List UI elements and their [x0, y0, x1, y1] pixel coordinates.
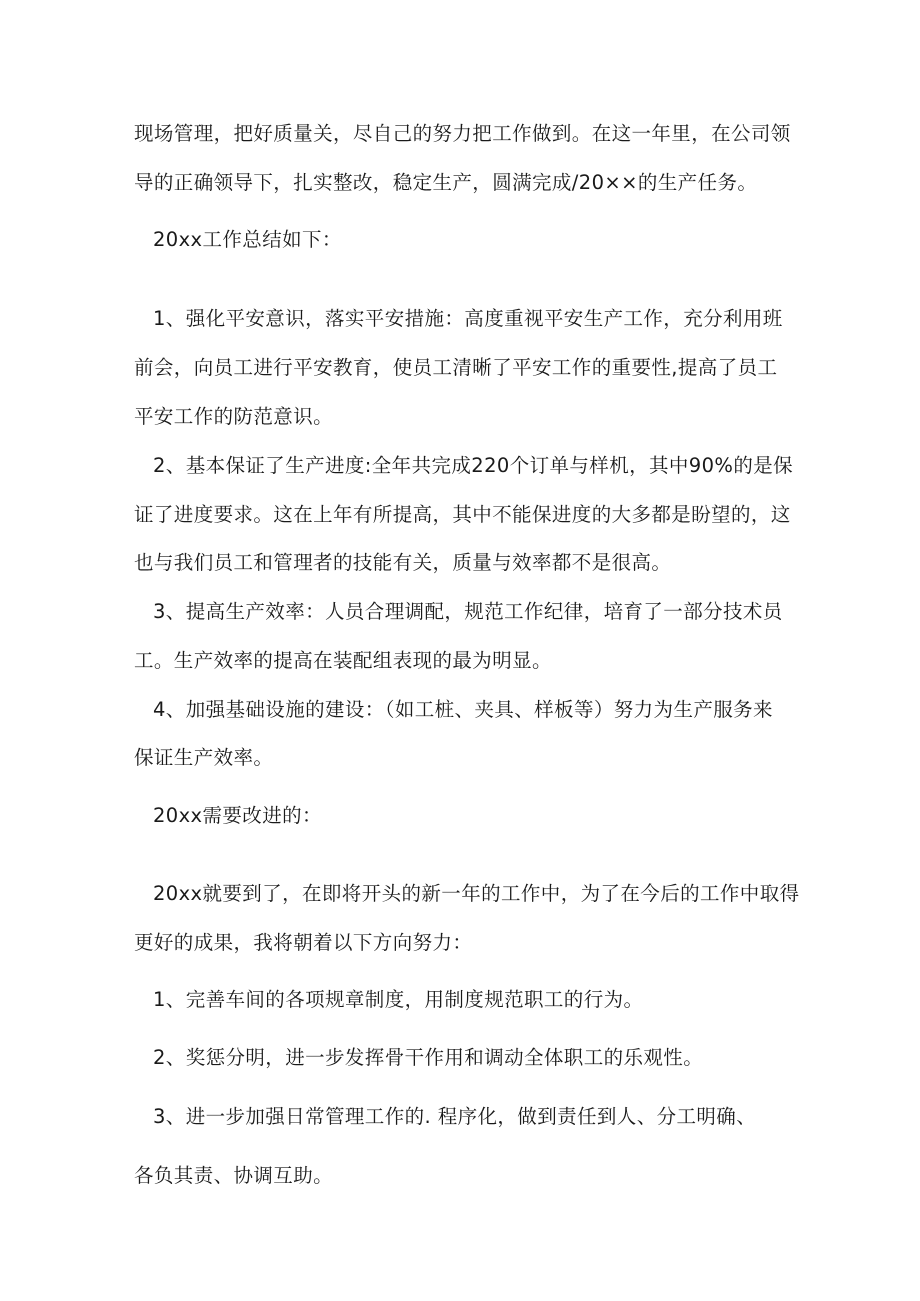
item-3-line-2: 工。生产效率的提高在装配组表现的最为明显。: [134, 649, 552, 672]
item-1-line-3: 平安工作的防范意识。: [134, 405, 334, 428]
plan-item-3-line-2: 各负其责、协调互助。: [134, 1164, 334, 1187]
item-2-line-2: 证了进度要求。这在上年有所提高，其中不能保进度的大多都是盼望的，这: [134, 503, 791, 526]
body-line-1: 现场管理，把好质量关，尽自己的努力把工作做到。在这一年里，在公司领: [134, 122, 791, 145]
plan-item-2: 2、奖惩分明，进一步发挥骨干作用和调动全体职工的乐观性。: [153, 1046, 704, 1069]
plan-line-1: 20xx就要到了，在即将开头的新一年的工作中，为了在今后的工作中取得: [153, 882, 800, 905]
item-4-line-1: 4、加强基础设施的建设：（如工桩、夹具、样板等）努力为生产服务来: [153, 698, 773, 721]
item-1-line-2: 前会，向员工进行平安教育，使员工清晰了平安工作的重要性,提高了员工: [134, 356, 778, 379]
item-4-line-2: 保证生产效率。: [134, 746, 274, 769]
body-line-2: 导的正确领导下，扎实整改，稳定生产，圆满完成/20××的生产任务。: [134, 171, 758, 194]
summary-heading: 20xx工作总结如下：: [153, 228, 342, 251]
item-2-line-1: 2、基本保证了生产进度:全年共完成220个订单与样机，其中90%的是保: [153, 454, 794, 477]
item-3-line-1: 3、提高生产效率：人员合理调配，规范工作纪律，培育了一部分技术员: [153, 600, 783, 623]
item-2-line-3: 也与我们员工和管理者的技能有关，质量与效率都不是很高。: [134, 551, 672, 574]
plan-item-1: 1、完善车间的各项规章制度，用制度规范职工的行为。: [153, 988, 644, 1011]
item-1-line-1: 1、强化平安意识，落实平安措施：高度重视平安生产工作，充分利用班: [153, 307, 783, 330]
improve-heading: 20xx需要改进的：: [153, 804, 322, 827]
plan-line-2: 更好的成果，我将朝着以下方向努力：: [134, 931, 473, 954]
plan-item-3-line-1: 3、进一步加强日常管理工作的. 程序化，做到责任到人、分工明确、: [153, 1105, 757, 1128]
